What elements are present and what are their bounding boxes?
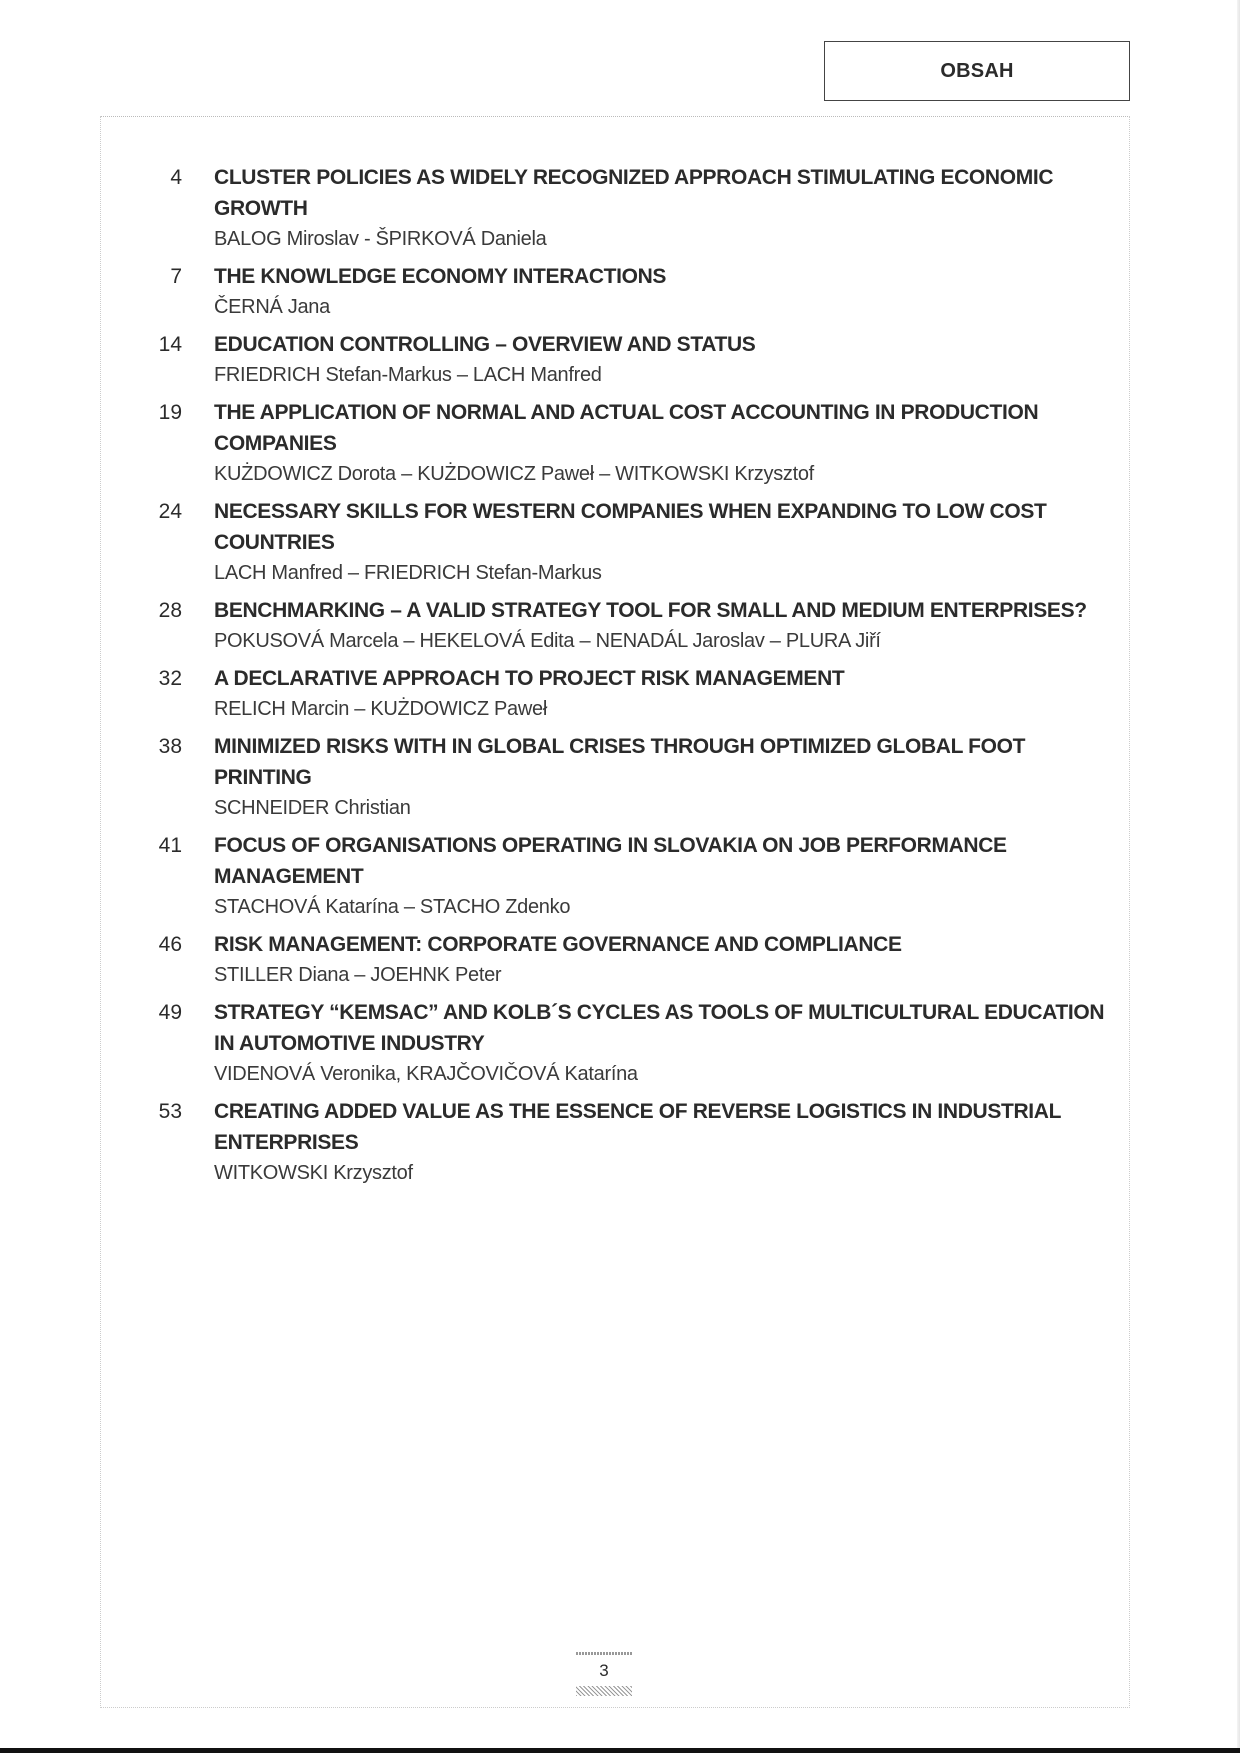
toc-page-number: 41 xyxy=(158,834,182,857)
toc-entry[interactable] xyxy=(100,731,1130,824)
toc-entry[interactable] xyxy=(100,329,1130,391)
toc-article-authors: STILLER Diana – JOEHNK Peter xyxy=(214,964,502,986)
toc-entry-body xyxy=(214,663,1130,725)
page-footer xyxy=(576,1652,632,1696)
toc-entry-body xyxy=(214,830,1130,923)
toc-entry-body xyxy=(214,929,1130,991)
toc-entry[interactable] xyxy=(100,1096,1130,1189)
toc-entry[interactable] xyxy=(100,261,1130,323)
toc-article-authors: LACH Manfred – FRIEDRICH Stefan-Markus xyxy=(214,562,602,584)
toc-entry-body xyxy=(214,329,1130,391)
scan-edge-bottom xyxy=(0,1748,1240,1753)
toc-entry[interactable] xyxy=(100,663,1130,725)
toc-article-title: BENCHMARKING – A VALID STRATEGY TOOL FOR SMALL AND MEDIUM ENTERPRISES? xyxy=(214,599,1087,622)
toc-entry-body xyxy=(214,997,1130,1090)
toc-entry[interactable] xyxy=(100,496,1130,589)
toc-article-authors: VIDENOVÁ Veronika, KRAJČOVIČOVÁ Katarína xyxy=(214,1063,638,1085)
toc-article-title: NECESSARY SKILLS FOR WESTERN COMPANIES WHEN EXPANDING TO LOW COST COUNTRIES xyxy=(214,500,1047,554)
toc-entry[interactable] xyxy=(100,997,1130,1090)
toc-article-authors: BALOG Miroslav - ŠPIRKOVÁ Daniela xyxy=(214,228,547,250)
toc-entry[interactable] xyxy=(100,595,1130,657)
toc-article-authors: SCHNEIDER Christian xyxy=(214,797,411,819)
toc-article-authors: FRIEDRICH Stefan-Markus – LACH Manfred xyxy=(214,364,602,386)
toc-article-authors: ČERNÁ Jana xyxy=(214,296,330,318)
toc-article-title: MINIMIZED RISKS WITH IN GLOBAL CRISES THROUGH OPTIMIZED GLOBAL FOOT PRINTING xyxy=(214,735,1026,789)
toc-page-number: 46 xyxy=(158,933,182,956)
toc-article-title: THE APPLICATION OF NORMAL AND ACTUAL COST ACCOUNTING IN PRODUCTION COMPANIES xyxy=(214,401,1039,455)
toc-page-number: 53 xyxy=(158,1100,182,1123)
footer-dotted-rule xyxy=(576,1652,632,1655)
table-of-contents xyxy=(100,162,1130,1195)
toc-article-title: A DECLARATIVE APPROACH TO PROJECT RISK MANAGEMENT xyxy=(214,667,845,690)
toc-article-authors: WITKOWSKI Krzysztof xyxy=(214,1162,413,1184)
toc-article-title: STRATEGY “KEMSAC” AND KOLB´S CYCLES AS TOOLS OF MULTICULTURAL EDUCATION IN AUTOMOTIVE INDUSTRY xyxy=(214,1001,1105,1055)
toc-entry-body xyxy=(214,397,1130,490)
section-header-box xyxy=(824,41,1130,101)
toc-article-title: THE KNOWLEDGE ECONOMY INTERACTIONS xyxy=(214,265,667,288)
toc-entry-body xyxy=(214,731,1130,824)
section-header-label: OBSAH xyxy=(940,59,1014,82)
toc-entry-body xyxy=(214,261,1130,323)
toc-entry-body xyxy=(214,1096,1130,1189)
toc-page-number: 14 xyxy=(158,333,182,356)
toc-entry-body xyxy=(214,595,1130,657)
toc-article-authors: POKUSOVÁ Marcela – HEKELOVÁ Edita – NENADÁL Jaroslav – PLURA Jiří xyxy=(214,630,881,652)
toc-article-title: CREATING ADDED VALUE AS THE ESSENCE OF REVERSE LOGISTICS IN INDUSTRIAL ENTERPRISES xyxy=(214,1100,1061,1154)
page-number: 3 xyxy=(599,1661,609,1680)
toc-article-authors: RELICH Marcin – KUŻDOWICZ Paweł xyxy=(214,698,547,720)
toc-entry-body xyxy=(214,162,1130,255)
toc-article-title: EDUCATION CONTROLLING – OVERVIEW AND STATUS xyxy=(214,333,756,356)
toc-entry[interactable] xyxy=(100,397,1130,490)
toc-article-title: FOCUS OF ORGANISATIONS OPERATING IN SLOVAKIA ON JOB PERFORMANCE MANAGEMENT xyxy=(214,834,1007,888)
toc-article-title: CLUSTER POLICIES AS WIDELY RECOGNIZED APPROACH STIMULATING ECONOMIC GROWTH xyxy=(214,166,1054,220)
toc-entry[interactable] xyxy=(100,162,1130,255)
footer-hatch-pattern xyxy=(576,1686,632,1696)
toc-page-number: 32 xyxy=(158,667,182,690)
toc-entry[interactable] xyxy=(100,929,1130,991)
toc-page-number: 38 xyxy=(158,735,182,758)
toc-article-authors: KUŻDOWICZ Dorota – KUŻDOWICZ Paweł – WITKOWSKI Krzysztof xyxy=(214,463,814,485)
toc-article-title: RISK MANAGEMENT: CORPORATE GOVERNANCE AND COMPLIANCE xyxy=(214,933,902,956)
toc-entry-body xyxy=(214,496,1130,589)
toc-page-number: 49 xyxy=(158,1001,182,1024)
toc-page-number: 4 xyxy=(170,166,182,189)
toc-article-authors: STACHOVÁ Katarína – STACHO Zdenko xyxy=(214,896,571,918)
toc-page-number: 19 xyxy=(158,401,182,424)
toc-page-number: 28 xyxy=(158,599,182,622)
toc-page-number: 7 xyxy=(170,265,182,288)
toc-page-number: 24 xyxy=(158,500,182,523)
toc-entry[interactable] xyxy=(100,830,1130,923)
